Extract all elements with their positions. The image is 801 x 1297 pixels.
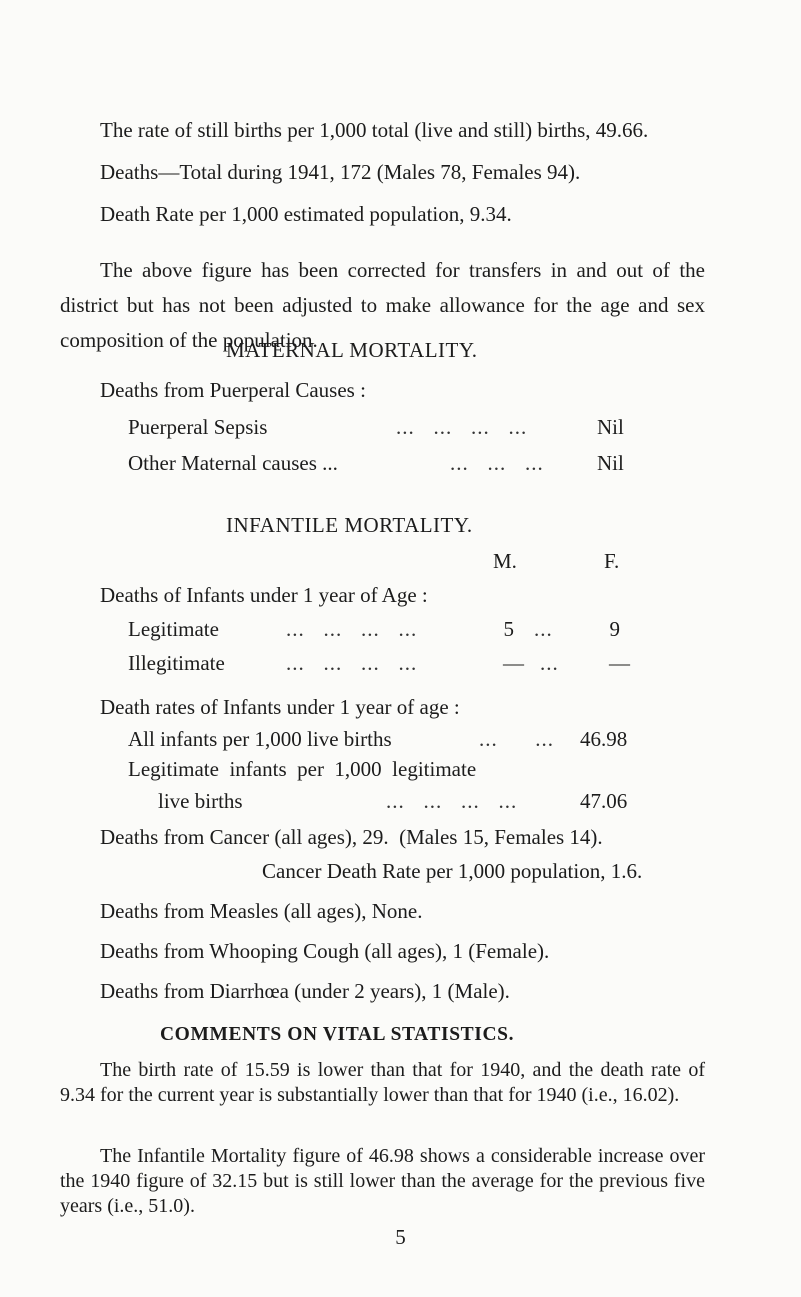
cancer-deaths-line: Deaths from Cancer (all ages), 29. (Males 15, Females 14).: [100, 825, 603, 849]
rate-label-cont: live births: [158, 789, 243, 813]
whooping-cough-line: Deaths from Whooping Cough (all ages), 1 (Female).: [100, 939, 550, 963]
leader-dots: ...: [540, 651, 559, 675]
death-rate-line: Death Rate per 1,000 estimated population, 9.34.: [100, 202, 512, 226]
rate-value: 47.06: [580, 789, 628, 813]
page-number: 5: [395, 1225, 406, 1249]
males-value: 5: [503, 617, 514, 641]
leader-dots: ... ... ...: [450, 451, 544, 475]
leader-dots: ... ... ... ...: [286, 617, 418, 641]
leader-dots: ... ... ... ...: [386, 789, 518, 813]
measles-line: Deaths from Measles (all ages), None.: [100, 899, 423, 923]
correction-note: The above figure has been corrected for transfers in and out of the district but has not been adjusted to make allowance for the age and sex composition of the population.: [60, 258, 705, 352]
comments-paragraph-1: The birth rate of 15.59 is lower than that for 1940, and the death rate of 9.34 for the current year is substantially lower than that for 1940 (i.e., 16.02).: [60, 1059, 705, 1106]
leader-dots: ... ...: [479, 727, 554, 751]
females-value: —: [609, 651, 630, 675]
maternal-row-value: Nil: [597, 415, 624, 439]
column-header-males: M.: [493, 549, 517, 573]
leader-dots: ... ... ... ...: [396, 415, 528, 439]
rates-intro: Death rates of Infants under 1 year of age :: [100, 695, 460, 719]
rate-label: Legitimate infants per 1,000 legitimate: [128, 757, 477, 781]
rate-label: All infants per 1,000 live births: [128, 727, 392, 751]
maternal-intro: Deaths from Puerperal Causes :: [100, 378, 366, 402]
maternal-heading: MATERNAL MORTALITY.: [226, 338, 478, 362]
column-header-females: F.: [604, 549, 620, 573]
leader-dots: ... ... ... ...: [286, 651, 418, 675]
comments-heading: COMMENTS ON VITAL STATISTICS.: [160, 1024, 515, 1045]
infantile-row-label: Legitimate: [128, 617, 219, 641]
females-value: 9: [609, 617, 620, 641]
diarrhoea-line: Deaths from Diarrhœa (under 2 years), 1 (Male).: [100, 979, 510, 1003]
cancer-rate-line: Cancer Death Rate per 1,000 population, 1.6.: [262, 859, 643, 883]
infantile-row-label: Illegitimate: [128, 651, 225, 675]
rate-value: 46.98: [580, 727, 628, 751]
maternal-row-label: Other Maternal causes ...: [128, 451, 338, 475]
maternal-row-label: Puerperal Sepsis: [128, 415, 268, 439]
comments-paragraph-2: The Infantile Mortality figure of 46.98 shows a considerable increase over the 1940 figure of 32.15 but is still lower than the average for the previous five years (i.e., 51.0).: [60, 1145, 705, 1217]
infantile-heading: INFANTILE MORTALITY.: [226, 513, 473, 537]
maternal-row-value: Nil: [597, 451, 624, 475]
stillbirth-rate-line: The rate of still births per 1,000 total (live and still) births, 49.66.: [100, 118, 649, 142]
deaths-total-line: Deaths—Total during 1941, 172 (Males 78, Females 94).: [100, 160, 581, 184]
leader-dots: ...: [534, 617, 553, 641]
males-value: —: [503, 651, 524, 675]
infantile-intro: Deaths of Infants under 1 year of Age :: [100, 583, 428, 607]
